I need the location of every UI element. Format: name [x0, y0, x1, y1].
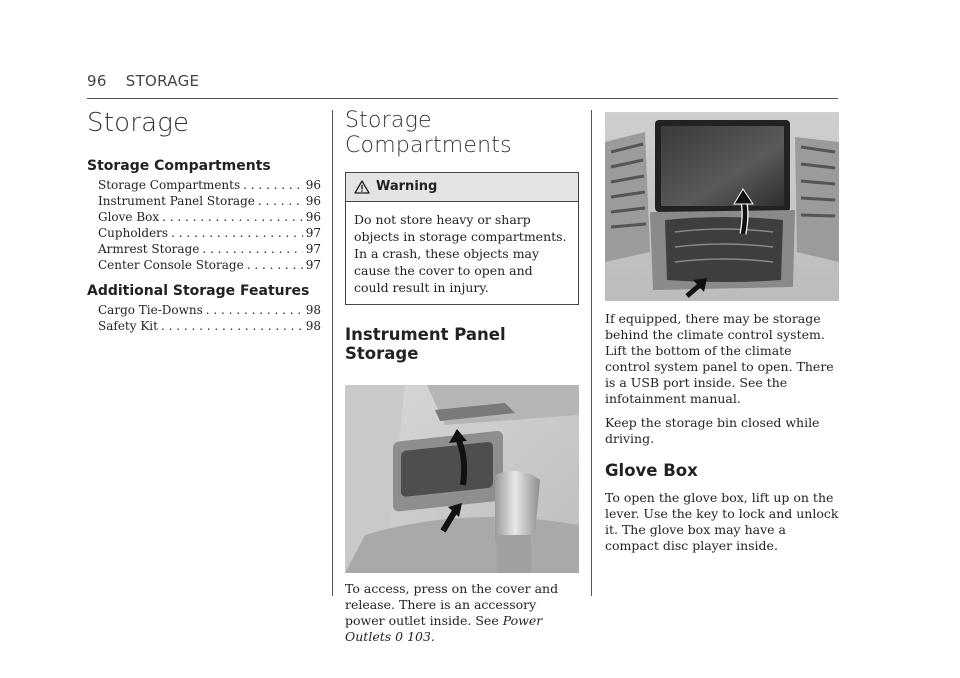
toc-entry[interactable]: Instrument Panel Storage . . . 96	[87, 193, 321, 209]
warning-text: Do not store heavy or sharp objects in storage compartments. In a crash, these objects may cause the cover to open and could result in injury.	[354, 212, 567, 295]
storage-bin-closed-text: Keep the storage bin closed while driving.	[605, 415, 820, 446]
section-title: Storage Compartments	[345, 108, 512, 158]
instrument-panel-storage-illustration	[345, 385, 579, 573]
toc-entry[interactable]: Safety Kit . . . 98	[87, 318, 321, 334]
column-divider	[591, 110, 592, 596]
toc-entry[interactable]: Glove Box . . . 96	[87, 209, 321, 225]
toc-column	[87, 108, 321, 334]
power-outlets-reference[interactable]: Power Outlets 0 103.	[345, 613, 543, 644]
toc-group-heading: Additional Storage Features	[87, 283, 310, 299]
middle-column	[345, 108, 579, 645]
warning-header	[346, 173, 578, 202]
header-rule	[87, 98, 838, 99]
warning-triangle-icon	[354, 180, 370, 194]
column-divider	[332, 110, 333, 596]
climate-control-storage-illustration	[605, 112, 839, 301]
toc-group-heading: Storage Compartments	[87, 158, 271, 174]
right-column	[605, 112, 839, 554]
toc-entry[interactable]: Storage Compartments . . . 96	[87, 177, 321, 193]
toc-entry[interactable]: Center Console Storage . . . 97	[87, 257, 321, 273]
glove-box-heading: Glove Box	[605, 461, 698, 480]
climate-storage-text: If equipped, there may be storage behind the climate control system. Lift the bottom of the climate control system panel to open. There is a USB port inside. See the infotainment manual.	[605, 311, 834, 406]
toc-title: Storage	[87, 108, 190, 138]
toc-entry[interactable]: Cupholders . . . 97	[87, 225, 321, 241]
page-header	[87, 72, 199, 90]
toc-entry[interactable]: Cargo Tie-Downs . . . 98	[87, 302, 321, 318]
glove-box-text: To open the glove box, lift up on the lever. Use the key to lock and unlock it. The glove box may have a compact disc player inside.	[605, 490, 839, 553]
warning-label: Warning	[376, 179, 438, 194]
page-number: 96	[87, 72, 107, 90]
instrument-panel-caption: To access, press on the cover and release. There is an accessory power outlet inside. See Power Outlets 0 103.	[345, 581, 559, 644]
warning-box	[345, 172, 579, 305]
instrument-panel-heading: Instrument Panel Storage	[345, 325, 506, 363]
toc-entry[interactable]: Armrest Storage . . . 97	[87, 241, 321, 257]
section-name: STORAGE	[125, 72, 200, 90]
